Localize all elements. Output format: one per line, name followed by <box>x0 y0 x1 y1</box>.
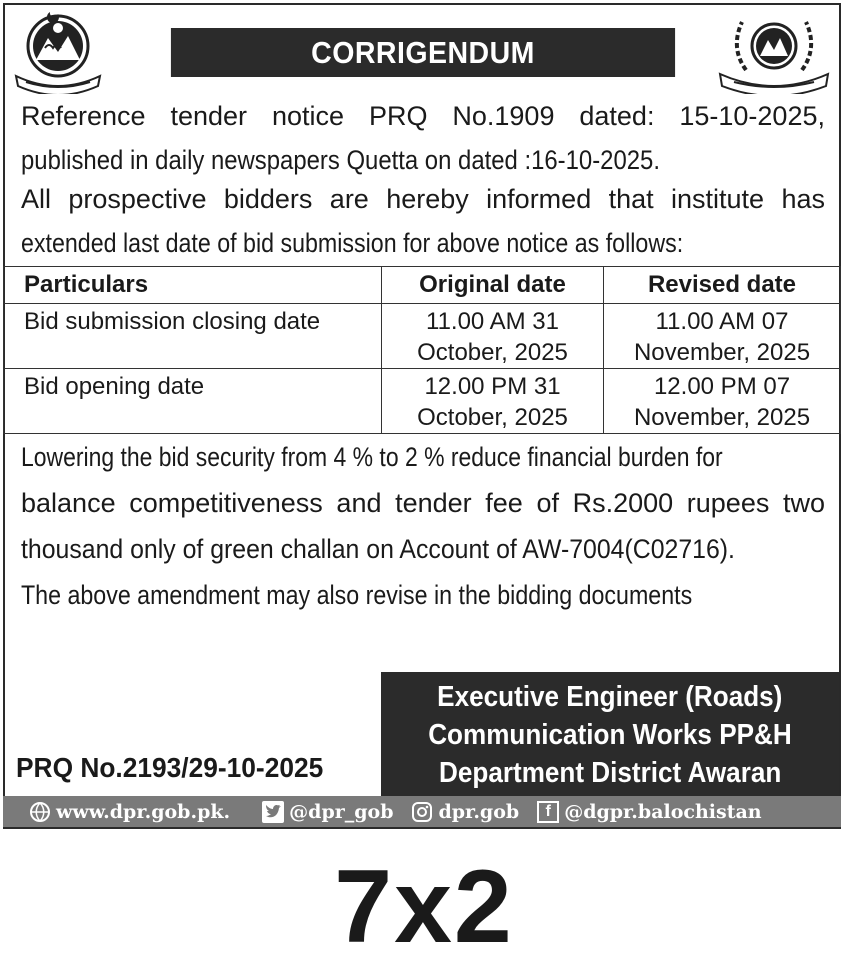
amendment-line-4 <box>21 572 825 618</box>
revised-date-line-2: November, 2025 <box>633 339 811 366</box>
signatory-line-3 <box>381 754 839 792</box>
reference-line-2-text: published in daily newspapers Quetta on dated :16-10-2025. <box>21 145 660 175</box>
signatory-line-2 <box>381 716 839 754</box>
globe-icon <box>29 801 51 823</box>
instagram-handle: dpr.gob <box>438 800 520 823</box>
particular-cell <box>4 304 382 369</box>
twitter-icon <box>262 801 284 823</box>
revised-date-line-1: 11.00 AM 07 <box>655 308 789 335</box>
signatory-line-3-text: Department District Awaran <box>438 757 782 789</box>
footer-website[interactable] <box>29 801 230 823</box>
bidders-paragraph <box>21 177 825 265</box>
original-date-line-1: 12.00 PM 31 <box>424 373 561 400</box>
revised-date-line-2: November, 2025 <box>633 404 811 431</box>
amendment-paragraph <box>21 434 825 618</box>
original-date-line-1: 11.00 AM 31 <box>426 308 559 335</box>
signatory-line-1 <box>381 678 839 716</box>
reference-line-2 <box>21 138 825 182</box>
footer-instagram[interactable] <box>411 801 519 823</box>
original-date-line-2: October, 2025 <box>417 404 568 431</box>
website-text: www.dpr.gob.pk. <box>56 800 231 823</box>
bidders-line-1: All prospective bidders are hereby informed that institute has <box>21 184 825 214</box>
schedule-table <box>3 266 841 434</box>
instagram-icon <box>411 801 433 823</box>
signatory-line-1-text: Executive Engineer (Roads) <box>437 681 783 713</box>
twitter-handle: @dpr_gob <box>289 800 394 823</box>
bidders-line-2 <box>21 221 825 265</box>
table-row <box>4 369 841 434</box>
header-original-date: Original date <box>382 267 604 304</box>
ad-size-label: 7x2 <box>334 849 514 965</box>
prq-number <box>16 752 343 784</box>
amendment-line-2: balance competitiveness and tender fee of Rs.2000 rupees two <box>21 488 825 518</box>
table-header-row <box>4 267 841 304</box>
footer-bar <box>3 796 841 827</box>
table-row <box>4 304 841 369</box>
balochistan-emblem-logo <box>12 8 104 94</box>
prq-number-text: PRQ No.2193/29-10-2025 <box>16 752 324 783</box>
bidders-line-2-text: extended last date of bid submission for above notice as follows: <box>21 228 684 258</box>
signatory-line-2-text: Communication Works PP&H <box>428 719 792 751</box>
amendment-line-1 <box>21 434 825 480</box>
header-revised-date: Revised date <box>604 267 841 304</box>
footer-twitter[interactable] <box>262 801 393 823</box>
footer-facebook[interactable] <box>537 801 761 823</box>
particular-cell <box>4 369 382 434</box>
reference-line-1: Reference tender notice PRQ No.1909 dated: 15-10-2025, <box>21 101 825 131</box>
amendment-line-3 <box>21 526 825 572</box>
revised-date-line-1: 12.00 PM 07 <box>653 373 791 400</box>
original-date-cell <box>382 369 604 434</box>
original-date-cell <box>382 304 604 369</box>
amendment-line-1-text: Lowering the bid security from 4 % to 2 % reduce financial burden for <box>21 442 723 472</box>
revised-date-cell <box>604 304 841 369</box>
facebook-icon: f <box>537 801 559 823</box>
original-date-line-2: October, 2025 <box>417 339 568 366</box>
revised-date-cell <box>604 369 841 434</box>
signatory-block <box>381 672 839 796</box>
dgpr-emblem-logo <box>716 8 832 94</box>
particular-text: Bid submission closing date <box>24 308 321 335</box>
corrigendum-title: CORRIGENDUM <box>171 28 675 77</box>
facebook-handle: @dgpr.balochistan <box>564 800 762 823</box>
header-particulars: Particulars <box>4 267 382 304</box>
reference-paragraph <box>21 94 825 182</box>
amendment-line-4-text: The above amendment may also revise in the bidding documents <box>21 580 693 610</box>
particular-text: Bid opening date <box>24 373 205 400</box>
amendment-line-3-text: thousand only of green challan on Account of AW-7004(C02716). <box>21 534 735 564</box>
